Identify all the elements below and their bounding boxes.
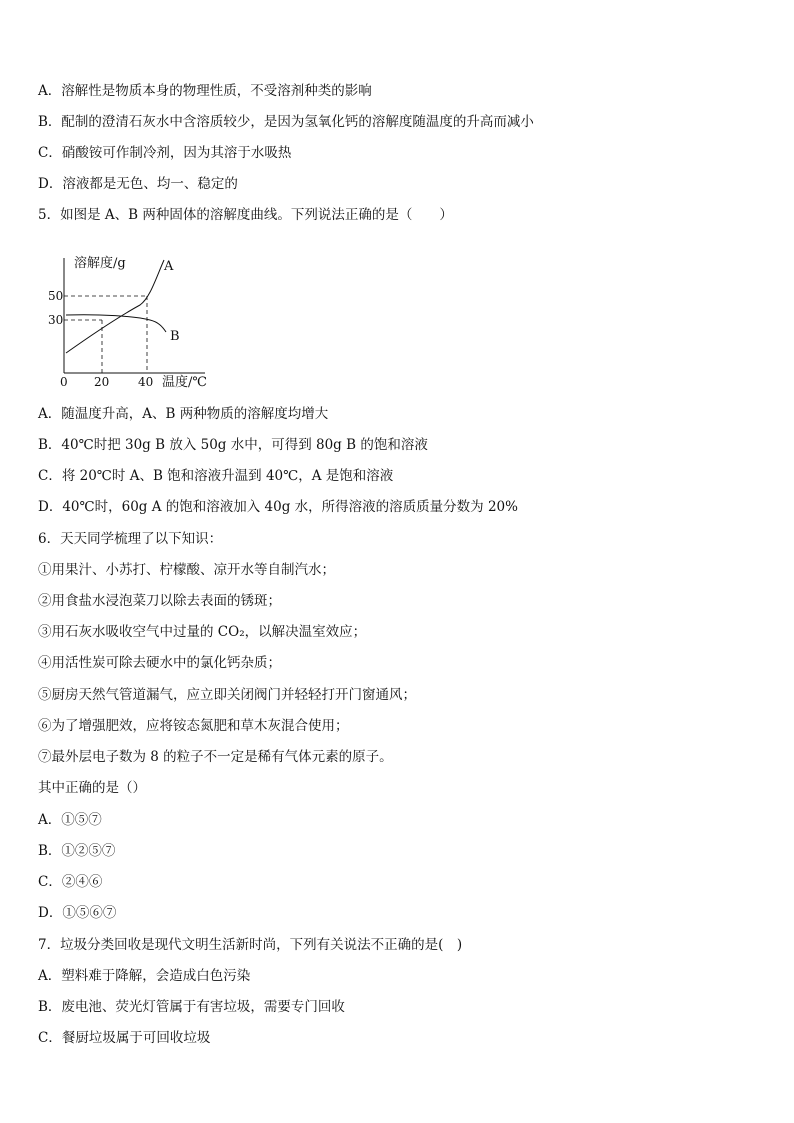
q4-option-b: B．配制的澄清石灰水中含溶质较少，是因为氢氧化钙的溶解度随温度的升高而减小	[38, 114, 534, 130]
origin-label: 0	[60, 375, 68, 389]
q4-option-a: A．溶解性是物质本身的物理性质，不受溶剂种类的影响	[38, 83, 372, 99]
q6-option-d: D．①⑤⑥⑦	[38, 905, 117, 921]
q6-item-1: ①用果汁、小苏打、柠檬酸、凉开水等自制汽水；	[38, 562, 335, 578]
q6-item-2: ②用食盐水浸泡菜刀以除去表面的锈斑；	[38, 593, 281, 609]
solubility-curve-figure	[40, 248, 230, 396]
q6-item-6: ⑥为了增强肥效，应将铵态氮肥和草木灰混合使用；	[38, 718, 349, 734]
q6-stem: 6．天天同学梳理了以下知识：	[38, 531, 223, 547]
q7-option-a: A．塑料难于降解，会造成白色污染	[38, 968, 251, 984]
q4-option-d: D．溶液都是无色、均一、稳定的	[38, 176, 238, 192]
q6-item-5: ⑤厨房天然气管道漏气，应立即关闭阀门并轻轻打开门窗通风；	[38, 687, 416, 703]
q5-option-d: D．40℃时，60g A 的饱和溶液加入 40g 水，所得溶液的溶质质量分数为 20%	[38, 499, 518, 515]
y-tick-30: 30	[48, 313, 64, 327]
x-axis-label: 温度/℃	[162, 375, 207, 390]
q6-item-4: ④用活性炭可除去硬水中的氯化钙杂质；	[38, 655, 281, 671]
q5-stem: 5．如图是 A、B 两种固体的溶解度曲线。下列说法正确的是（ ）	[38, 207, 453, 223]
curve-a	[66, 260, 164, 353]
q7-option-c: C．餐厨垃圾属于可回收垃圾	[38, 1030, 211, 1046]
curve-b-label: B	[170, 329, 180, 344]
q6-item-7: ⑦最外层电子数为 8 的粒子不一定是稀有气体元素的原子。	[38, 749, 393, 765]
x-tick-20: 20	[94, 375, 110, 389]
q5-option-a: A．随温度升高，A、B 两种物质的溶解度均增大	[38, 406, 329, 422]
curve-b	[66, 315, 166, 332]
q7-option-b: B．废电池、荧光灯管属于有害垃圾，需要专门回收	[38, 999, 345, 1015]
x-tick-40: 40	[138, 375, 154, 389]
q6-option-c: C．②④⑥	[38, 874, 103, 890]
y-axis-label: 溶解度/g	[74, 256, 126, 271]
q5-option-b: B．40℃时把 30g B 放入 50g 水中，可得到 80g B 的饱和溶液	[38, 437, 428, 453]
q7-stem: 7．垃圾分类回收是现代文明生活新时尚，下列有关说法不正确的是( )	[38, 937, 463, 953]
y-tick-50: 50	[48, 289, 64, 303]
q6-item-3: ③用石灰水吸收空气中过量的 CO₂，以解决温室效应；	[38, 624, 367, 640]
q6-option-b: B．①②⑤⑦	[38, 843, 116, 859]
q5-option-c: C．将 20℃时 A、B 饱和溶液升温到 40℃，A 是饱和溶液	[38, 468, 394, 484]
curve-a-label: A	[164, 259, 174, 274]
q4-option-c: C．硝酸铵可作制冷剂，因为其溶于水吸热	[38, 145, 292, 161]
q6-option-a: A．①⑤⑦	[38, 812, 102, 828]
q6-prompt: 其中正确的是（）	[38, 780, 146, 796]
